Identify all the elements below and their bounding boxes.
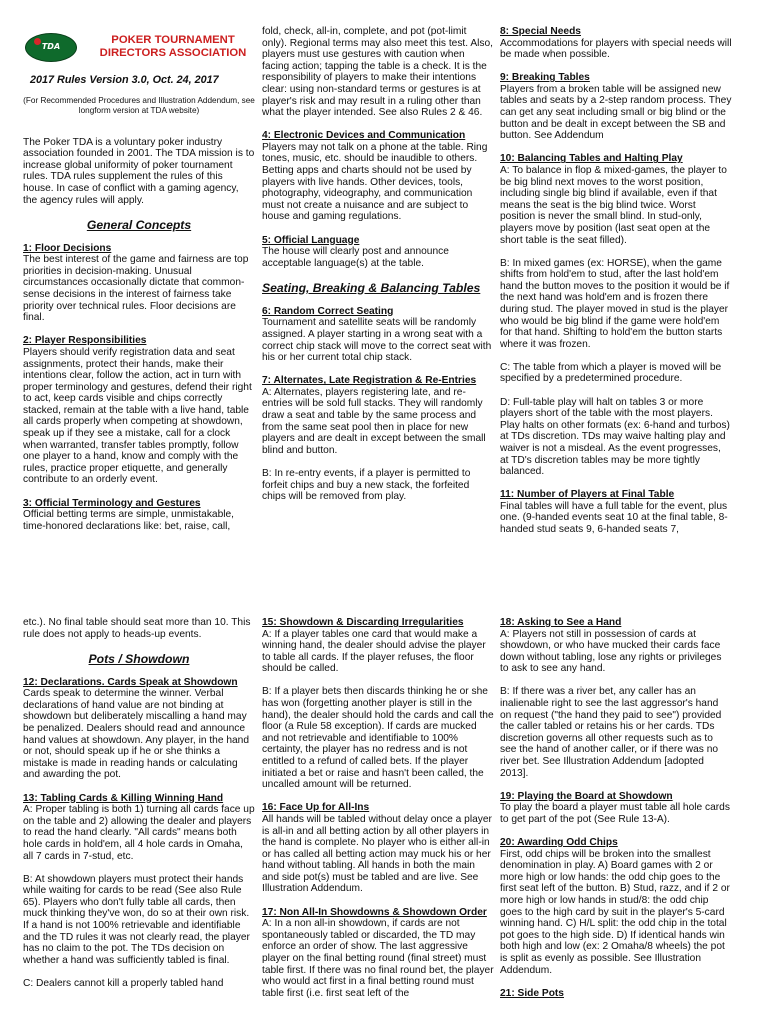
rule-18-text-a: A: Players not still in possession of cards at showdown, or who have mucked their cards face down without tabling, lose any rights or privileges to ask to see any hand.: [500, 628, 722, 675]
rule-15-text-b: B: If a player bets then discards thinking he or she has won (forgetting another player is still in the hand), the dealer should hold the cards and call the floor (a Rule 58 exception). If cards are mucked and not retrievable and identifiable to 100% certainty, the player has no redress and is not entitled to a refund of called bets. If the player initiated a bet or raise and hasn't been called, the uncalled amount will be returned.: [262, 686, 494, 791]
rule-12-title: 12: Declarations. Cards Speak at Showdown: [23, 676, 238, 688]
rule-11-title: 11: Number of Players at Final Table: [500, 489, 675, 501]
rule-15-text-a: A: If a player tables one card that would make a winning hand, the dealer should advise the player to table all cards. If the player refuses, the floor should be called.: [262, 628, 486, 675]
rule-9-text: Players from a broken table will be assigned new tables and seats by a 2-step random process. They can get any seat including small or big blind or the button and be dealt in except between the SB and button. See Addendum: [500, 83, 732, 142]
rule-10-title: 10: Balancing Tables and Halting Play: [500, 153, 683, 165]
rule-13-text-c: C: Dealers cannot kill a properly tabled hand: [23, 977, 224, 989]
rule-13-title: 13: Tabling Cards & Killing Winning Hand: [23, 792, 224, 804]
rule-13-text-b: B: At showdown players must protect their hands while waiting for cards to be read (See also Rule 65). Players who don't fully table all cards, then muck thinking they've won, do so at their own risk. If a hand is not 100% retrievable and identifiable and the TD rules it was not clearly read, the player has no claim to the pot. The TDs decision on whether a hand was sufficiently tabled is final.: [23, 873, 250, 966]
rule-20-title: 20: Awarding Odd Chips: [500, 837, 618, 848]
rule-5-text: The house will clearly post and announce acceptable language(s) at the table.: [262, 246, 449, 269]
rule-13-text-a: A: Proper tabling is both 1) turning all cards face up on the table and 2) allowing the dealer and players to read the hand clearly. "All cards" means both hole cards in hold'em, all 4 hole cards in Omaha, all 7 cards in 7-stud, etc.: [23, 804, 255, 862]
column-1-top: [23, 26, 255, 582]
rule-6-title: 6: Random Correct Seating: [262, 305, 394, 317]
rule-4-title: 4: Electronic Devices and Communication: [262, 130, 466, 142]
section-heading-seating: Seating, Breaking & Balancing Tables: [262, 280, 481, 295]
rule-11-text: Final tables will have a full table for the event, plus one. (9-handed events seat 10 at the final table, 8-handed stud seats 9, 6-handed seats 7,: [500, 500, 728, 535]
logo-text: TDA: [41, 42, 61, 52]
rule-20-text: First, odd chips will be broken into the smallest denomination in play. A) Board games with 2 or more high or low hands: the odd chip goes to the first seat left of the button. B) Stud, razz, and if 2 or more high or low hands in stud/8: the odd chip goes to the high card by suit in the player's 5-card winning hand. C) H/L split: the odd chip in the total pot goes to the high side. D) If identical hands win both high and low (ex: 2 Omaha/8 wheels) the pot is split as evenly as possible. See Illustration Addendum.: [500, 848, 730, 976]
rule-11-text-cont: etc.). No final table should seat more than 10. This rule does not apply to heads-up events.: [23, 617, 251, 640]
column-1-bottom: [23, 617, 255, 1024]
rule-10-text-b: B: In mixed games (ex: HORSE), when the game shifts from hold'em to stud, after the last hold'em hand the button moves to the position it would be if the next hand was hold'em and is frozen there during stud. The player moved in stud is the player who would be big blind if the game were hold'em for that hand. Shifting to hold'em the button starts where it was frozen.: [500, 257, 730, 350]
column-3-bottom: [500, 617, 732, 1024]
rule-1-title: 1: Floor Decisions: [23, 242, 112, 254]
rule-2-title: 2: Player Responsibilities: [23, 335, 147, 347]
rule-19-text: To play the board a player must table all hole cards to get part of the pot (See Rule 13-A).: [500, 802, 730, 825]
rule-8-title: 8: Special Needs: [500, 26, 581, 37]
rule-5-title: 5: Official Language: [262, 234, 360, 246]
column-2-top: [262, 26, 494, 582]
column-3-top: [500, 26, 732, 582]
rule-6-text: Tournament and satellite seats will be randomly assigned. A player starting in a wrong seat with a correct chip stack will move to the correct seat with his or her current total chip stack.: [262, 317, 492, 364]
rule-17-title: 17: Non All-In Showdowns & Showdown Order: [262, 906, 487, 918]
rule-2-text: Players should verify registration data and seat assignments, protect their hands, make their intentions clear, follow the action, act in turn with proper terminology and gestures, defend their right to act, keep cards visible and chips correctly stacked, remain at the table with a live hand, table all cards properly when competing at showdown, speak up if they see a mistake, call for a clock when warranted, transfer tables promptly, follow one player to a hand, know and comply with the rules, practice proper etiquette, and generally contribute to an orderly event.: [23, 346, 252, 486]
org-title: [91, 34, 255, 60]
rule-3-text-cont: fold, check, all-in, complete, and pot (pot-limit only). Regional terms may also meet this test. Also, players must use gestures with caution when facing action; tapping the table is a check. It is the responsibility of players to make their intentions clear: using non-standard terms or gestures is at player's risk and may result in a ruling other than what the player intended. See also Rules 2 & 46.: [262, 26, 494, 119]
tda-logo: [25, 33, 77, 62]
rule-16-title: 16: Face Up for All-Ins: [262, 802, 370, 814]
rule-7-text-a: A: Alternates, players registering late, and re-entries will be sold full stacks. They will randomly draw a seat and table by the same process and from the same seat pool then in place for new players and are dealt in except between the small blind and button.: [262, 386, 486, 456]
rule-9-title: 9: Breaking Tables: [500, 72, 590, 84]
rule-7-title: 7: Alternates, Late Registration & Re-Entries: [262, 375, 477, 387]
rule-1-text: The best interest of the game and fairness are top priorities in decision-making. Unusual circumstances occasionally dictate that common-sense decisions in the interest of fairness take priority over technical rules. Floor decisions are final.: [23, 254, 249, 324]
rule-19-title: 19: Playing the Board at Showdown: [500, 790, 673, 802]
column-2-bottom: [262, 617, 494, 1024]
rule-21-title: 21: Side Pots: [500, 987, 564, 999]
header: [23, 28, 255, 66]
rule-3-text-start: Official betting terms are simple, unmistakable, time-honored declarations like: bet, raise, call,: [23, 509, 235, 532]
section-heading-pots: Pots / Showdown: [88, 651, 190, 666]
rule-10-text-a: A: To balance in flop & mixed-games, the player to be big blind next moves to the worst position, including single big blind if available, even if that means the seat is the big blind twice. Worst position is never the small blind. In stud-only, players move by position (last seat open at the short table is the seat filled).: [500, 164, 727, 246]
addendum-note: (For Recommended Procedures and Illustration Addendum, see longform version at TDA website): [23, 95, 255, 115]
rule-7-text-b: B: In re-entry events, if a player is permitted to forfeit chips and buy a new stack, the forfeited chips will be removed from play.: [262, 467, 471, 503]
rule-18-title: 18: Asking to See a Hand: [500, 617, 622, 628]
rule-4-text: Players may not talk on a phone at the table. Ring tones, music, etc. should be inaudible to others. Betting apps and charts should not be used by players with live hands. Other devices, tools, photography, videography, and communication must not create a nuisance and are subject to house and gaming regulations.: [262, 141, 488, 223]
rule-17-text: A: In a non all-in showdown, if cards are not spontaneously tabled or discarded, the TD may enforce an order of show. The last aggressive player on the final betting round (final street) must table first. If there was no final round bet, the player who would act first in a final betting round must table first (i.e. first seat left of the: [262, 918, 494, 999]
rule-8-text: Accommodations for players with special needs will be made when possible.: [500, 37, 732, 61]
logo-chip-icon: [34, 38, 41, 45]
rule-3-title: 3: Official Terminology and Gestures: [23, 497, 201, 509]
rule-12-text: Cards speak to determine the winner. Verbal declarations of hand value are not binding at showdown but deliberately miscalling a hand may be penalized. Dealers should read and announce hand values at showdown. Any player, in the hand or not, should speak up if he or she thinks a mistake is made in reading hands or calculating and awarding the pot.: [23, 688, 249, 781]
rule-18-text-b: B: If there was a river bet, any caller has an inalienable right to see the last aggressor's hand on request ("the hand they paid to see") provided the caller tabled or retains his or her cards. TDs discretion governs all other requests such as to see the hand of another caller, or if there was no river bet. See Illustration Addendum [adopted 2013].: [500, 686, 722, 779]
section-heading-general: General Concepts: [86, 217, 192, 232]
rule-10-text-d: D: Full-table play will halt on tables 3 or more players short of the table with the most players. Play halts on other formats (ex: 6-hand and turbos) at TDs discretion. TDs may waive halting play and waiver is not a misdeal. As the event progresses, at TD's discretion tables may be more tightly balanced.: [500, 396, 730, 478]
org-title-line1: POKER TOURNAMENT: [111, 34, 235, 46]
intro-paragraph: The Poker TDA is a voluntary poker industry association founded in 2001. The TDA mission is to increase global uniformity of poker tournament rules. TDA rules supplement the rules of this house. In case of conflict with a gaming agency, the agency rules will apply.: [23, 136, 255, 206]
org-title-line2: DIRECTORS ASSOCIATION: [99, 47, 247, 59]
rule-16-text: All hands will be tabled without delay once a player is all-in and all betting action by all other players in the hand is complete. No player who is either all-in or has called all betting action may muck his or her hand without tabling. All hands in both the main and side pot(s) must be tabled and are live. See Illustration Addendum.: [262, 813, 492, 895]
rule-15-title: 15: Showdown & Discarding Irregularities: [262, 617, 464, 628]
version-line: 2017 Rules Version 3.0, Oct. 24, 2017: [30, 74, 219, 86]
rule-10-text-c: C: The table from which a player is moved will be specified by a predetermined procedure.: [500, 361, 722, 385]
